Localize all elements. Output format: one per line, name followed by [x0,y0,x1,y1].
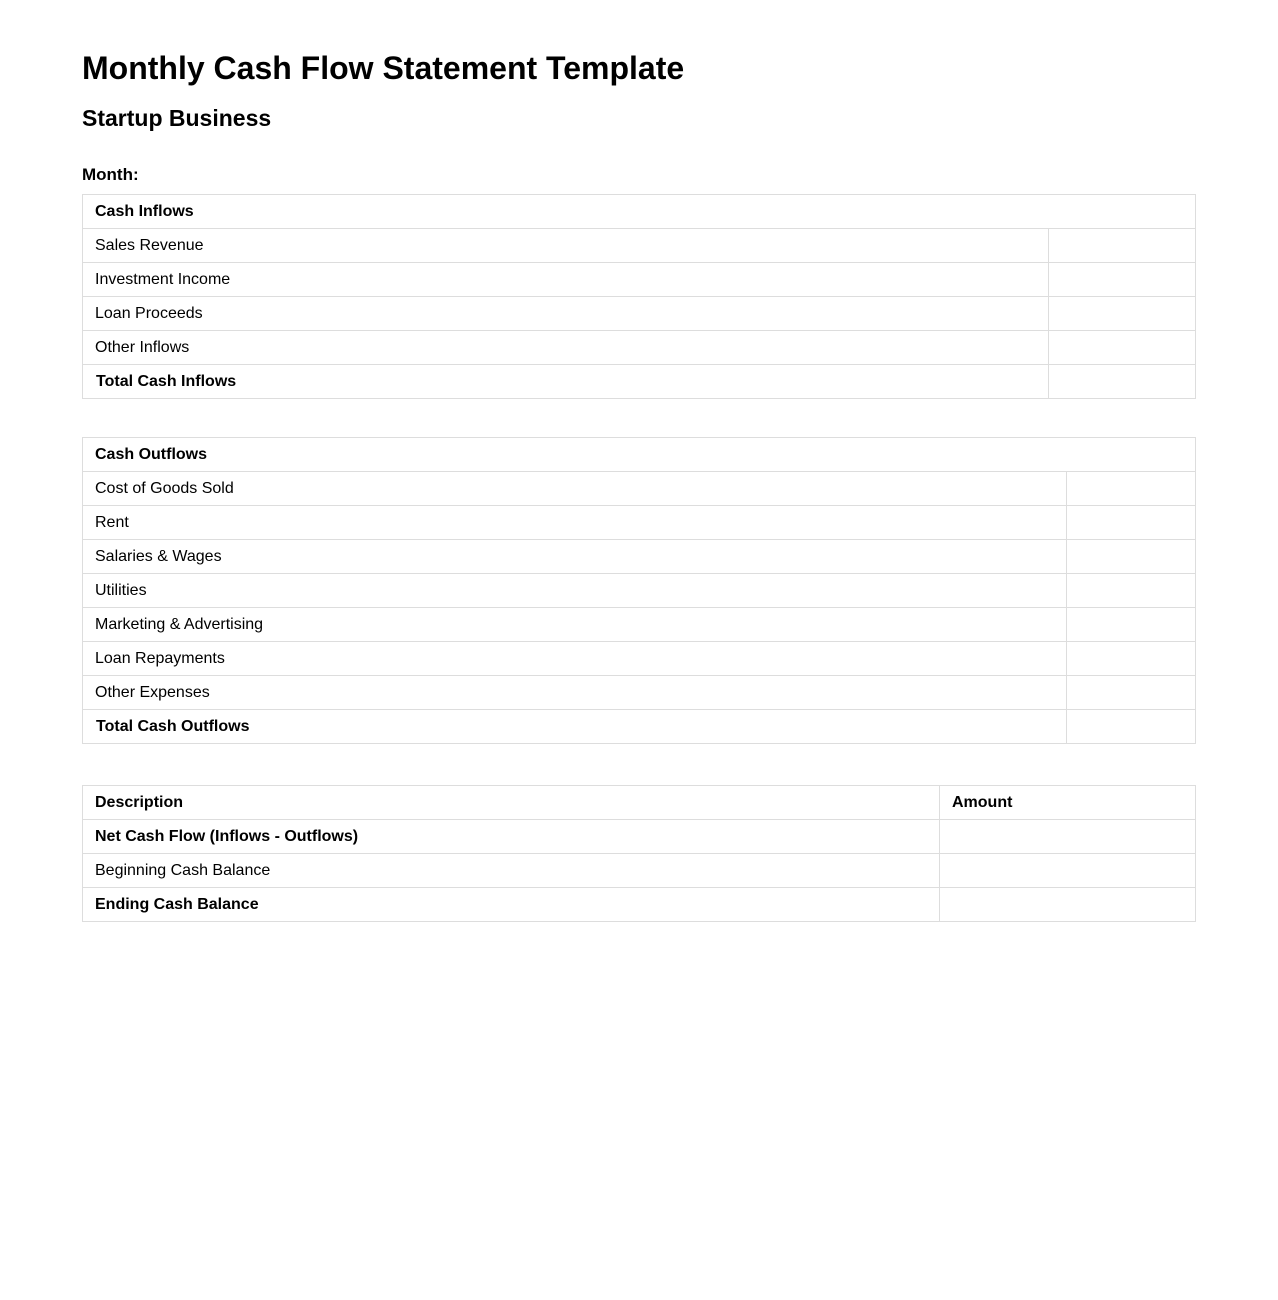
page-title: Monthly Cash Flow Statement Template [82,50,685,86]
row-label: Net Cash Flow (Inflows - Outflows) [83,820,940,854]
cash-inflows-table [82,194,1196,399]
row-label: Salaries & Wages [83,540,1067,574]
cash-outflows-table [82,437,1196,744]
amount-cell[interactable] [1067,574,1196,608]
table-row [83,888,1196,922]
row-label: Marketing & Advertising [83,608,1067,642]
amount-cell[interactable] [1067,642,1196,676]
amount-cell[interactable] [1067,472,1196,506]
amount-cell[interactable] [1067,608,1196,642]
amount-header: Amount [940,786,1196,820]
amount-cell[interactable] [1067,676,1196,710]
amount-cell[interactable] [1049,297,1196,331]
outflows-header: Cash Outflows [83,438,1196,472]
total-row [83,710,1196,744]
total-amount-cell[interactable] [1049,365,1196,399]
table-row [83,229,1196,263]
row-label: Utilities [83,574,1067,608]
table-row [83,574,1196,608]
table-row [83,608,1196,642]
row-label: Loan Proceeds [83,297,1049,331]
summary-table [82,785,1196,922]
page-subtitle: Startup Business [82,105,272,131]
row-label: Sales Revenue [83,229,1049,263]
row-label: Cost of Goods Sold [83,472,1067,506]
table-row [83,472,1196,506]
table-row [83,506,1196,540]
amount-cell[interactable] [1067,506,1196,540]
amount-cell[interactable] [940,854,1196,888]
total-label: Total Cash Inflows [83,365,1049,399]
row-label: Rent [83,506,1067,540]
row-label: Loan Repayments [83,642,1067,676]
table-row [83,297,1196,331]
row-label: Ending Cash Balance [83,888,940,922]
amount-cell[interactable] [1067,540,1196,574]
total-row [83,365,1196,399]
table-row [83,820,1196,854]
table-row [83,642,1196,676]
amount-cell[interactable] [1049,331,1196,365]
month-label: Month: [82,165,139,184]
table-row [83,854,1196,888]
row-label: Investment Income [83,263,1049,297]
amount-cell[interactable] [940,820,1196,854]
inflows-header: Cash Inflows [83,195,1196,229]
table-row [83,331,1196,365]
description-header: Description [83,786,940,820]
row-label: Other Expenses [83,676,1067,710]
total-label: Total Cash Outflows [83,710,1067,744]
total-amount-cell[interactable] [1067,710,1196,744]
amount-cell[interactable] [940,888,1196,922]
amount-cell[interactable] [1049,263,1196,297]
table-row [83,676,1196,710]
table-row [83,540,1196,574]
row-label: Other Inflows [83,331,1049,365]
row-label: Beginning Cash Balance [83,854,940,888]
amount-cell[interactable] [1049,229,1196,263]
table-row [83,263,1196,297]
